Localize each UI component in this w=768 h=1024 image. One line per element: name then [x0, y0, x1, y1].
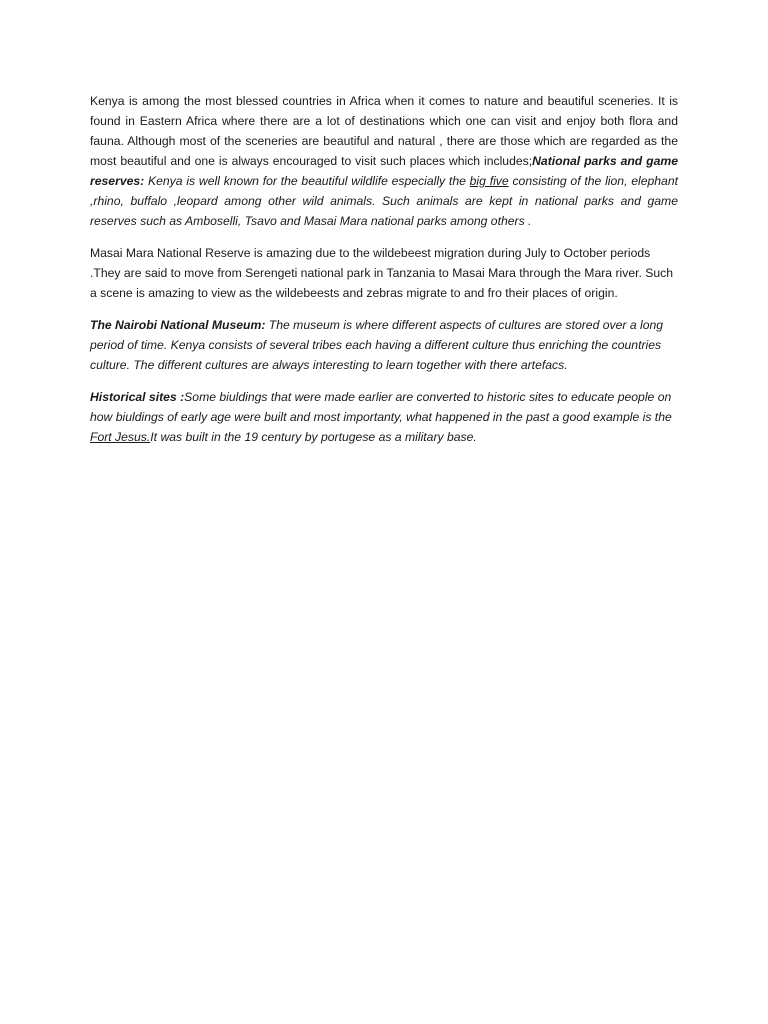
paragraph-national-parks	[90, 91, 678, 231]
historical-sites-text: Some biuldings that were made earlier are converted to historic sites to educate people on how biuldings of early age were built and most importanty, what happened in the past a good example is the	[90, 390, 672, 424]
masai-mara-text: Masai Mara National Reserve is amazing due to the wildebeest migration during July to October periods .They are said to move from Serengeti national park in Tanzania to Masai Mara through the Mara river. Such a scene is amazing to view as the wildebeests and zebras migrate to and fro their places of origin.	[90, 246, 674, 300]
fort-jesus-link[interactable]: Fort Jesus.	[90, 430, 151, 444]
big-five-link[interactable]: big five	[469, 174, 509, 188]
nairobi-museum-text: The museum is where different aspects of cultures are stored over a long period of time. Kenya consists of several tribes each having a different culture thus enriching the countries culture. The different cultures are always interesting to learn together with there artefacs.	[90, 318, 664, 372]
paragraph-historical-sites	[90, 387, 678, 447]
heading-nairobi-museum: The Nairobi National Museum:	[90, 318, 266, 332]
national-parks-text-continued: consisting of the lion, elephant ,rhino, buffalo ,leopard among other wild animals. Such animals are kept in national parks and game reserves such as Amboselli, Tsavo and Masai Mara national parks among others .	[90, 174, 678, 228]
paragraph-masai-mara	[90, 243, 678, 303]
document-body	[90, 91, 678, 459]
historical-sites-text-continued: It was built in the 19 century by portugese as a military base.	[150, 430, 477, 444]
national-parks-text: Kenya is well known for the beautiful wildlife especially the	[144, 174, 470, 188]
intro-text: Kenya is among the most blessed countries in Africa when it comes to nature and beautiful sceneries. It is found in Eastern Africa where there are a lot of destinations which one can visit and enjoy both flora and fauna. Although most of the sceneries are beautiful and natural , there are those which are regarded as the most beautiful and one is always encouraged to visit such places which includes;	[90, 94, 678, 168]
heading-national-parks: National parks and game reserves:	[90, 154, 678, 188]
paragraph-nairobi-museum	[90, 315, 678, 375]
heading-historical-sites: Historical sites :	[90, 390, 185, 404]
